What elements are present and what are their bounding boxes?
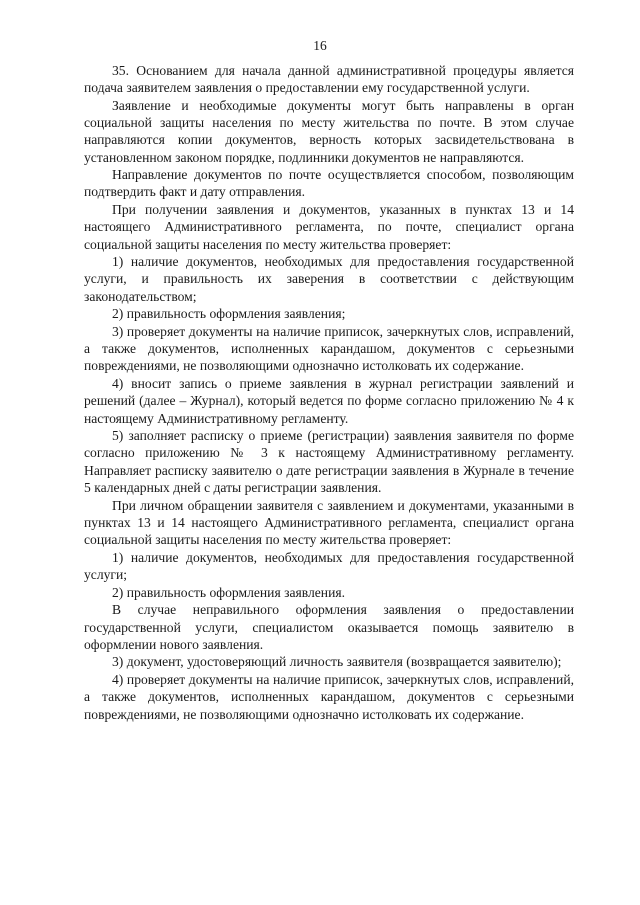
list-item-mail-5: 5) заполняет расписку о приеме (регистрации) заявления заявителя по форме согласно приложению № 3 к настоящему Административному регламенту. Направляет расписку заявителю о дате регистрации заявления в Журнале в течение 5 календарных дней с даты регистрации заявления. xyxy=(84,428,574,495)
list-item-mail-1: 1) наличие документов, необходимых для предоставления государственной услуги, и правильность их заверения в соответствии с действующим законодательством; xyxy=(84,254,574,304)
paragraph-mail-submission: Заявление и необходимые документы могут быть направлены в орган социальной защиты населения по месту жительства по почте. В этом случае направляются копии документов, верность которых засвидетельствована в установленном законом порядке, подлинники документов не направляются. xyxy=(84,97,574,165)
paragraph-incorrect-form: В случае неправильного оформления заявления о предоставлении государственной услуги, специалистом оказывается помощь заявителю в оформлении нового заявления. xyxy=(84,602,574,652)
list-item-personal-3: 3) документ, удостоверяющий личность заявителя (возвращается заявителю); xyxy=(112,654,562,670)
list-item-personal-2: 2) правильность оформления заявления. xyxy=(112,584,346,600)
paragraph-mail-check-intro: При получении заявления и документов, указанных в пунктах 13 и 14 настоящего Административного регламента, по почте, специалист органа социальной защиты населения по месту жительства проверяет: xyxy=(84,202,574,252)
list-item-mail-3: 3) проверяет документы на наличие приписок, зачеркнутых слов, исправлений, а также документов, исполненных карандашом, документов с серьезными повреждениями, не позволяющими однозначно истолковать их содержание. xyxy=(84,324,574,374)
document-body xyxy=(84,62,574,723)
list-item-mail-2: 2) правильность оформления заявления; xyxy=(112,306,346,322)
list-item-personal-4: 4) проверяет документы на наличие приписок, зачеркнутых слов, исправлений, а также документов, исполненных карандашом, документов с серьезными повреждениями, не позволяющими однозначно истолковать их содержание. xyxy=(84,672,574,722)
paragraph-mail-method: Направление документов по почте осуществляется способом, позволяющим подтвердить факт и дату отправления. xyxy=(84,167,574,200)
paragraph-personal-check-intro: При личном обращении заявителя с заявлением и документами, указанными в пунктах 13 и 14 настоящего Административного регламента, специалист органа социальной защиты населения по месту жительства проверяет: xyxy=(84,497,574,547)
list-item-mail-4: 4) вносит запись о приеме заявления в журнал регистрации заявлений и решений (далее – Журнал), который ведется по форме согласно приложению № 4 к настоящему Административному регламенту. xyxy=(84,376,574,426)
list-item-personal-1: 1) наличие документов, необходимых для предоставления государственной услуги; xyxy=(84,549,574,582)
paragraph-35-basis: 35. Основанием для начала данной административной процедуры является подача заявителем заявления о предоставлении ему государственной услуги. xyxy=(84,63,574,96)
page-number: 16 xyxy=(313,38,327,53)
